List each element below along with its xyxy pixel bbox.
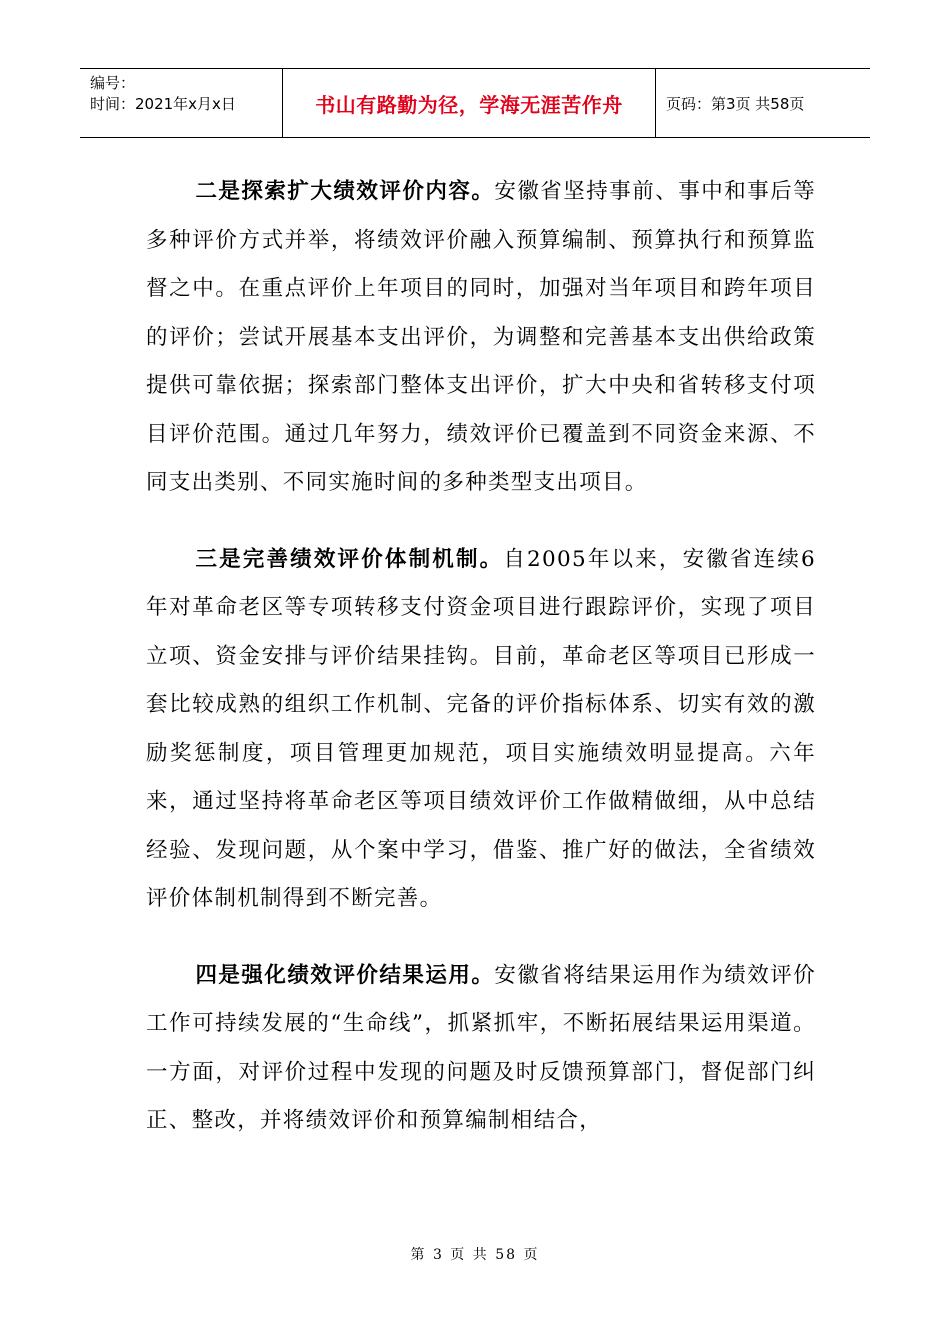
paragraph-2 xyxy=(146,168,816,508)
page-footer: 第 3 页 共 58 页 xyxy=(410,1247,540,1263)
header-page-info: 页码：第3页 共58页 xyxy=(666,94,805,113)
header-meta xyxy=(80,69,283,137)
paragraph-3 xyxy=(146,536,816,924)
paragraph-text: 自2005年以来，安徽省连续6年对革命老区等专项转移支付资金项目进行跟踪评价，实现了项目立项、资金安排与评价结果挂钩。目前，革命老区等项目已形成一套比较成熟的组织工作机制、完备的评价指标体系、切实有效的激励奖惩制度，项目管理更加规范，项目实施绩效明显提高。六年来，通过坚持将革命老区等项目绩效评价工作做精做细，从中总结经验、发现问题，从个案中学习，借鉴、推广好的做法，全省绩效评价体制机制得到不断完善。 xyxy=(146,546,816,911)
document-number-label: 编号： xyxy=(90,74,136,92)
paragraph-text: 安徽省将结果运用作为绩效评价工作可持续发展的“生命线”，抓紧抓牢，不断拓展结果运用渠道。一方面，对评价过程中发现的问题及时反馈预算部门，督促部门纠正、整改，并将绩效评价和预算编制相结合， xyxy=(146,962,817,1133)
paragraph-lead: 二是探索扩大绩效评价内容。 xyxy=(195,179,495,204)
document-date-label: 时间：2021年x月x日 xyxy=(90,95,236,113)
paragraph-lead: 三是完善绩效评价体制机制。 xyxy=(195,546,504,572)
paragraph-4 xyxy=(146,952,816,1146)
paragraph-lead: 四是强化绩效评价结果运用。 xyxy=(195,962,495,988)
page-header xyxy=(80,68,870,138)
paragraph-text: 安徽省坚持事前、事中和事后等多种评价方式并举，将绩效评价融入预算编制、预算执行和预算监督之中。在重点评价上年项目的同时，加强对当年项目和跨年项目的评价；尝试开展基本支出评价，为调整和完善基本支出供给政策提供可靠依据；探索部门整体支出评价，扩大中央和省转移支付项目评价范围。通过几年努力，绩效评价已覆盖到不同资金来源、不同支出类别、不同实施时间的多种类型支出项目。 xyxy=(146,179,817,495)
header-motto: 书山有路勤为径，学海无涯苦作舟 xyxy=(283,69,656,137)
document-body xyxy=(146,168,816,1174)
